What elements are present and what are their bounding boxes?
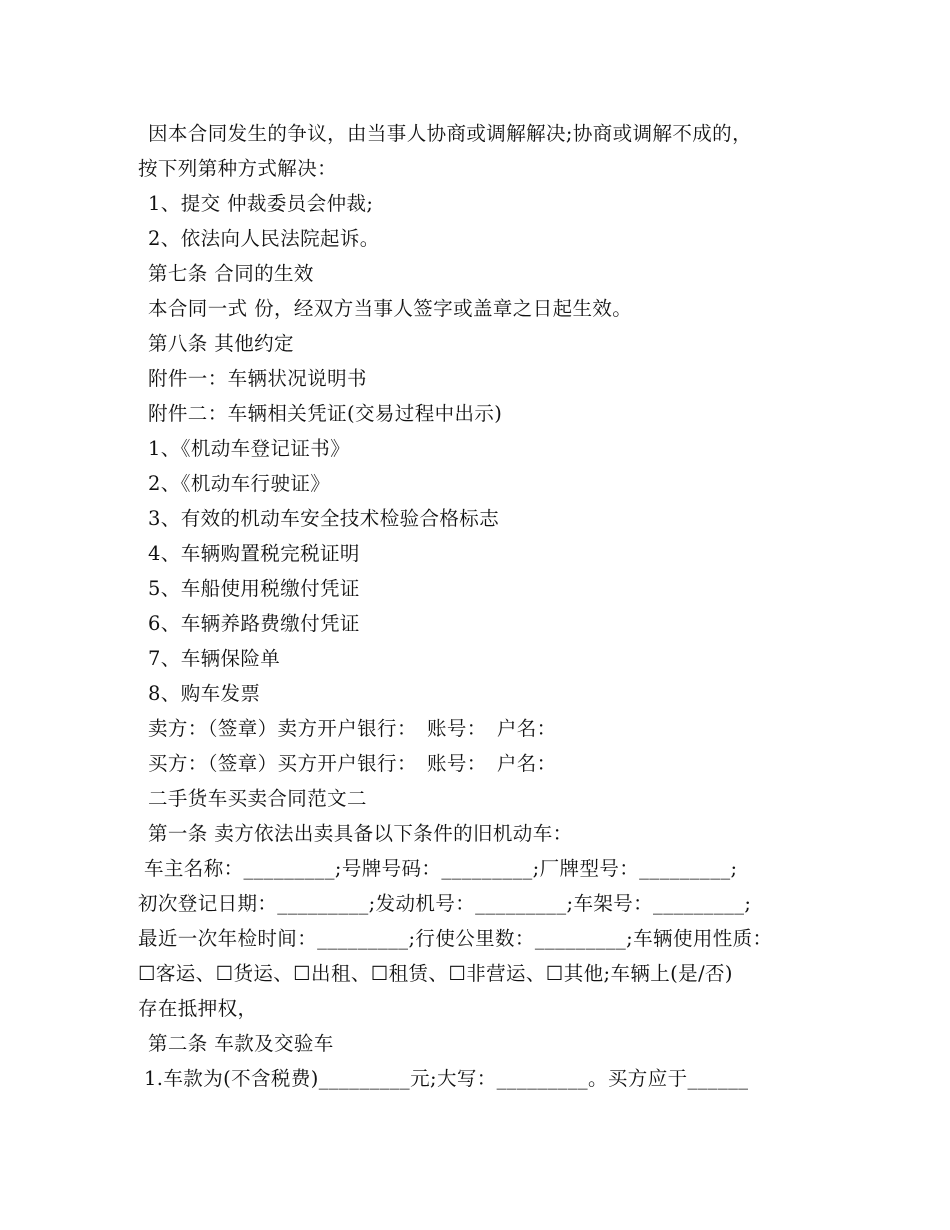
section-title-sample-2: 二手货车买卖合同范文二 bbox=[148, 787, 367, 810]
list-item: 7、车辆保险单 bbox=[148, 647, 281, 670]
attachment-2: 附件二：车辆相关凭证(交易过程中出示) bbox=[148, 402, 503, 425]
paragraph-dispute-resolution-cont: 按下列第种方式解决： bbox=[138, 157, 338, 180]
vehicle-info-line: 车主名称：_________;号牌号码：_________;厂牌型号：_________; bbox=[144, 857, 738, 880]
seller-signature-line: 卖方：（签章）卖方开户银行： 账号： 户名： bbox=[148, 717, 557, 740]
vehicle-info-line: 初次登记日期：_________;发动机号：_________;车架号：_________; bbox=[138, 892, 752, 915]
list-item-arbitration: 1、提交 仲裁委员会仲裁; bbox=[148, 192, 374, 215]
list-item: 3、有效的机动车安全技术检验合格标志 bbox=[148, 507, 500, 530]
article-heading-7: 第七条 合同的生效 bbox=[148, 262, 314, 285]
article-heading-1: 第一条 卖方依法出卖具备以下条件的旧机动车： bbox=[148, 822, 573, 845]
article-heading-2: 第二条 车款及交验车 bbox=[148, 1032, 334, 1055]
paragraph-dispute-resolution: 因本合同发生的争议，由当事人协商或调解解决;协商或调解不成的， bbox=[148, 122, 752, 145]
list-item: 1、《机动车登记证书》 bbox=[148, 437, 351, 460]
buyer-signature-line: 买方：（签章）买方开户银行： 账号： 户名： bbox=[148, 752, 557, 775]
vehicle-mortgage-line: 存在抵押权， bbox=[138, 997, 258, 1020]
price-line: 1.车款为(不含税费)_________元;大写：_________。买方应于______ bbox=[144, 1067, 749, 1090]
vehicle-usage-options: ☐客运、☐货运、☐出租、☐租赁、☐非营运、☐其他;车辆上(是/否) bbox=[138, 962, 733, 985]
list-item: 5、车船使用税缴付凭证 bbox=[148, 577, 360, 600]
paragraph-contract-effect: 本合同一式 份，经双方当事人签字或盖章之日起生效。 bbox=[148, 297, 633, 320]
document-body bbox=[138, 116, 822, 1096]
list-item-court: 2、依法向人民法院起诉。 bbox=[148, 227, 380, 250]
article-heading-8: 第八条 其他约定 bbox=[148, 332, 294, 355]
vehicle-info-line: 最近一次年检时间：_________;行使公里数：_________;车辆使用性质： bbox=[138, 927, 773, 950]
list-item: 4、车辆购置税完税证明 bbox=[148, 542, 360, 565]
list-item: 2、《机动车行驶证》 bbox=[148, 472, 331, 495]
attachment-1: 附件一：车辆状况说明书 bbox=[148, 367, 367, 390]
list-item: 6、车辆养路费缴付凭证 bbox=[148, 612, 360, 635]
list-item: 8、购车发票 bbox=[148, 682, 261, 705]
